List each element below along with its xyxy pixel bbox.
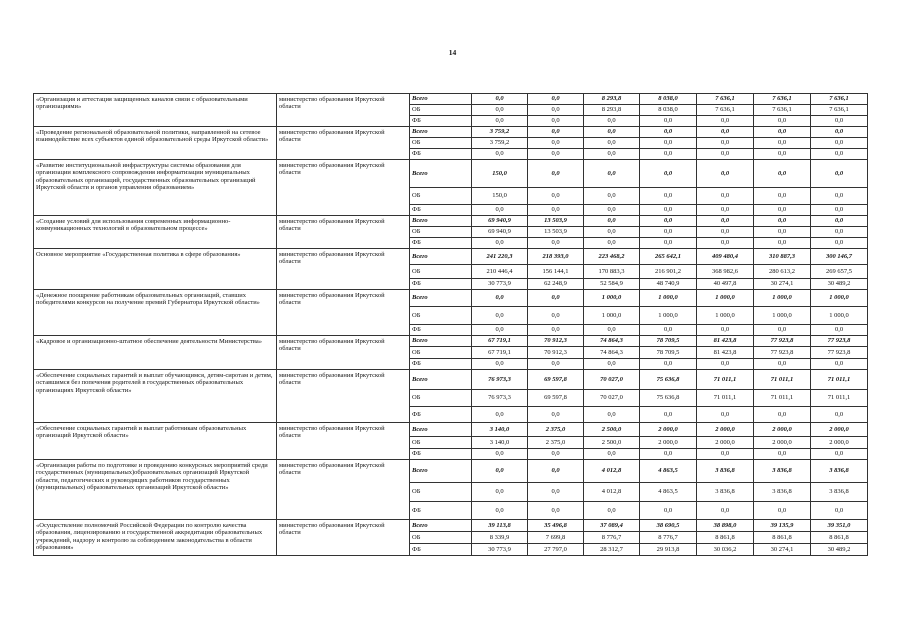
amount-cell: 1 000,0	[697, 307, 754, 325]
amount-cell: 77 923,8	[811, 336, 868, 347]
amount-cell: 2 500,0	[584, 423, 640, 437]
amount-cell: 74 864,3	[584, 347, 640, 359]
funding-source-cell: ФБ	[410, 238, 472, 249]
executor-cell: министерство образования Иркутской области	[277, 460, 410, 520]
amount-cell: 1 000,0	[754, 290, 811, 307]
amount-cell: 0,0	[584, 116, 640, 127]
funding-source-cell: Всего	[410, 336, 472, 347]
funding-source-cell: ОБ	[410, 265, 472, 279]
executor-cell: министерство образования Иркутской области	[277, 216, 410, 249]
amount-cell: 0,0	[528, 105, 584, 116]
amount-cell: 4 863,5	[640, 460, 697, 483]
amount-cell: 210 446,4	[472, 265, 528, 279]
amount-cell: 1 000,0	[811, 307, 868, 325]
funding-source-cell: ФБ	[410, 205, 472, 216]
funding-source-cell: Всего	[410, 520, 472, 532]
amount-cell: 1 000,0	[640, 307, 697, 325]
amount-cell: 3 836,8	[754, 460, 811, 483]
amount-cell: 8 293,8	[584, 105, 640, 116]
amount-cell: 7 636,1	[754, 105, 811, 116]
amount-cell: 38 898,0	[697, 520, 754, 532]
amount-cell: 1 000,0	[754, 307, 811, 325]
amount-cell: 37 089,4	[584, 520, 640, 532]
funding-source-cell: ОБ	[410, 105, 472, 116]
activity-name-cell: «Создание условий для использования современных информационно-коммуникационных технологий в образовательном процессе»	[34, 216, 277, 249]
executor-cell: министерство образования Иркутской области	[277, 370, 410, 423]
amount-cell: 0,0	[811, 407, 868, 423]
amount-cell: 0,0	[640, 407, 697, 423]
amount-cell: 13 503,9	[528, 216, 584, 227]
amount-cell: 70 912,3	[528, 336, 584, 347]
amount-cell: 3 836,8	[697, 483, 754, 502]
amount-cell: 0,0	[754, 502, 811, 520]
amount-cell: 0,0	[811, 227, 868, 238]
amount-cell: 0,0	[584, 407, 640, 423]
amount-cell: 27 797,0	[528, 544, 584, 556]
amount-cell: 69 940,9	[472, 227, 528, 238]
amount-cell: 310 887,3	[754, 249, 811, 265]
amount-cell: 0,0	[528, 138, 584, 149]
amount-cell: 0,0	[754, 116, 811, 127]
amount-cell: 3 759,2	[472, 127, 528, 138]
amount-cell: 0,0	[811, 238, 868, 249]
amount-cell: 3 140,0	[472, 437, 528, 449]
activity-name-cell: «Организация и аттестация защищенных каналов связи с образовательными организациями»	[34, 94, 277, 127]
table-row	[34, 160, 868, 188]
amount-cell: 39 135,9	[754, 520, 811, 532]
amount-cell: 38 690,5	[640, 520, 697, 532]
amount-cell: 0,0	[584, 127, 640, 138]
amount-cell: 0,0	[584, 205, 640, 216]
funding-source-cell: ФБ	[410, 544, 472, 556]
amount-cell: 2 000,0	[640, 423, 697, 437]
amount-cell: 77 923,8	[754, 336, 811, 347]
amount-cell: 52 584,9	[584, 279, 640, 290]
amount-cell: 0,0	[528, 460, 584, 483]
amount-cell: 0,0	[528, 483, 584, 502]
amount-cell: 8 861,8	[811, 532, 868, 544]
amount-cell: 3 836,8	[697, 460, 754, 483]
funding-source-cell: Всего	[410, 160, 472, 188]
amount-cell: 0,0	[754, 188, 811, 205]
amount-cell: 75 636,8	[640, 370, 697, 390]
amount-cell: 71 011,1	[697, 370, 754, 390]
table-row	[34, 290, 868, 307]
amount-cell: 7 636,1	[754, 94, 811, 105]
amount-cell: 0,0	[811, 149, 868, 160]
amount-cell: 7 636,1	[697, 105, 754, 116]
funding-source-cell: ОБ	[410, 390, 472, 407]
amount-cell: 8 861,8	[754, 532, 811, 544]
amount-cell: 0,0	[640, 116, 697, 127]
amount-cell: 0,0	[640, 160, 697, 188]
amount-cell: 75 636,8	[640, 390, 697, 407]
amount-cell: 3 836,8	[811, 483, 868, 502]
amount-cell: 0,0	[528, 290, 584, 307]
amount-cell: 81 423,8	[697, 347, 754, 359]
amount-cell: 3 140,0	[472, 423, 528, 437]
amount-cell: 39 113,8	[472, 520, 528, 532]
amount-cell: 0,0	[811, 502, 868, 520]
amount-cell: 30 274,1	[754, 279, 811, 290]
amount-cell: 40 497,8	[697, 279, 754, 290]
funding-source-cell: Всего	[410, 370, 472, 390]
activity-name-cell: «Проведение региональной образовательной политики, направленной на сетевое взаимодействие всех субъектов единой образовательной среды Иркутской области»	[34, 127, 277, 160]
activity-name-cell: «Обеспечение социальных гарантий и выплат работникам образовательных организаций Иркутской области»	[34, 423, 277, 460]
amount-cell: 8 293,8	[584, 94, 640, 105]
amount-cell: 0,0	[640, 149, 697, 160]
amount-cell: 1 000,0	[811, 290, 868, 307]
amount-cell: 0,0	[811, 216, 868, 227]
amount-cell: 0,0	[528, 407, 584, 423]
amount-cell: 0,0	[697, 127, 754, 138]
amount-cell: 0,0	[528, 238, 584, 249]
funding-source-cell: ФБ	[410, 407, 472, 423]
amount-cell: 69 597,8	[528, 370, 584, 390]
amount-cell: 0,0	[697, 116, 754, 127]
amount-cell: 69 940,9	[472, 216, 528, 227]
amount-cell: 1 000,0	[640, 290, 697, 307]
amount-cell: 69 597,8	[528, 390, 584, 407]
amount-cell: 0,0	[584, 160, 640, 188]
executor-cell: министерство образования Иркутской области	[277, 423, 410, 460]
activity-name-cell: «Обеспечение социальных гарантий и выплат обучающимся, детям-сиротам и детям, оставшимся без попечения родителей в государственных образовательных организациях Иркутской области»	[34, 370, 277, 423]
amount-cell: 35 496,8	[528, 520, 584, 532]
funding-source-cell: ФБ	[410, 279, 472, 290]
table-row	[34, 370, 868, 390]
amount-cell: 0,0	[640, 127, 697, 138]
executor-cell: министерство образования Иркутской области	[277, 249, 410, 290]
funding-source-cell: ФБ	[410, 502, 472, 520]
amount-cell: 7 636,1	[811, 94, 868, 105]
amount-cell: 0,0	[811, 205, 868, 216]
amount-cell: 30 773,9	[472, 279, 528, 290]
table-row	[34, 94, 868, 105]
amount-cell: 409 480,4	[697, 249, 754, 265]
amount-cell: 0,0	[754, 407, 811, 423]
amount-cell: 0,0	[697, 216, 754, 227]
amount-cell: 1 000,0	[584, 307, 640, 325]
amount-cell: 0,0	[697, 160, 754, 188]
amount-cell: 1 000,0	[697, 290, 754, 307]
funding-source-cell: Всего	[410, 249, 472, 265]
amount-cell: 62 248,9	[528, 279, 584, 290]
amount-cell: 0,0	[584, 227, 640, 238]
amount-cell: 81 423,8	[697, 336, 754, 347]
amount-cell: 29 913,8	[640, 544, 697, 556]
amount-cell: 0,0	[754, 205, 811, 216]
amount-cell: 71 011,1	[811, 370, 868, 390]
table-row	[34, 423, 868, 437]
amount-cell: 0,0	[697, 205, 754, 216]
amount-cell: 71 011,1	[811, 390, 868, 407]
amount-cell: 0,0	[754, 149, 811, 160]
amount-cell: 269 657,5	[811, 265, 868, 279]
amount-cell: 7 636,1	[697, 94, 754, 105]
amount-cell: 2 375,0	[528, 423, 584, 437]
funding-source-cell: ОБ	[410, 188, 472, 205]
amount-cell: 0,0	[472, 290, 528, 307]
amount-cell: 70 912,3	[528, 347, 584, 359]
amount-cell: 30 489,2	[811, 279, 868, 290]
executor-cell: министерство образования Иркутской области	[277, 127, 410, 160]
amount-cell: 0,0	[754, 227, 811, 238]
funding-source-cell: ОБ	[410, 483, 472, 502]
amount-cell: 0,0	[811, 325, 868, 336]
funding-source-cell: ОБ	[410, 307, 472, 325]
amount-cell: 4 012,8	[584, 460, 640, 483]
amount-cell: 0,0	[697, 359, 754, 370]
amount-cell: 2 500,0	[584, 437, 640, 449]
amount-cell: 70 027,0	[584, 390, 640, 407]
amount-cell: 0,0	[528, 94, 584, 105]
amount-cell: 71 011,1	[754, 390, 811, 407]
amount-cell: 0,0	[528, 325, 584, 336]
table-row	[34, 460, 868, 483]
amount-cell: 150,0	[472, 160, 528, 188]
activity-name-cell: «Денежное поощрение работникам образовательных организаций, ставших победителями конкурсов на получение премий Губернатора Иркутской области»	[34, 290, 277, 336]
funding-source-cell: ФБ	[410, 116, 472, 127]
amount-cell: 0,0	[640, 238, 697, 249]
amount-cell: 7 699,8	[528, 532, 584, 544]
amount-cell: 0,0	[528, 188, 584, 205]
amount-cell: 0,0	[584, 449, 640, 460]
amount-cell: 0,0	[472, 238, 528, 249]
activity-name-cell: «Развитие институциональной инфраструктуры системы образования для организации комплексного сопровождения информатизации муниципальных образовательных организаций, государственных образовательных организаций Иркутской области и органов управления образованием»	[34, 160, 277, 216]
executor-cell: министерство образования Иркутской области	[277, 520, 410, 556]
amount-cell: 0,0	[697, 149, 754, 160]
amount-cell: 1 000,0	[584, 290, 640, 307]
amount-cell: 13 503,9	[528, 227, 584, 238]
amount-cell: 8 776,7	[584, 532, 640, 544]
amount-cell: 30 036,2	[697, 544, 754, 556]
amount-cell: 0,0	[754, 238, 811, 249]
amount-cell: 2 375,0	[528, 437, 584, 449]
amount-cell: 0,0	[584, 188, 640, 205]
funding-source-cell: ОБ	[410, 532, 472, 544]
amount-cell: 0,0	[472, 359, 528, 370]
amount-cell: 0,0	[697, 449, 754, 460]
amount-cell: 368 982,6	[697, 265, 754, 279]
amount-cell: 0,0	[472, 149, 528, 160]
amount-cell: 0,0	[697, 502, 754, 520]
amount-cell: 0,0	[697, 407, 754, 423]
funding-source-cell: ОБ	[410, 437, 472, 449]
amount-cell: 0,0	[640, 502, 697, 520]
amount-cell: 300 146,7	[811, 249, 868, 265]
amount-cell: 0,0	[472, 460, 528, 483]
funding-source-cell: Всего	[410, 216, 472, 227]
amount-cell: 8 776,7	[640, 532, 697, 544]
amount-cell: 3 836,8	[811, 460, 868, 483]
amount-cell: 0,0	[697, 138, 754, 149]
amount-cell: 0,0	[754, 138, 811, 149]
amount-cell: 77 923,8	[811, 347, 868, 359]
amount-cell: 0,0	[697, 188, 754, 205]
amount-cell: 71 011,1	[697, 390, 754, 407]
amount-cell: 30 773,9	[472, 544, 528, 556]
amount-cell: 0,0	[640, 227, 697, 238]
amount-cell: 0,0	[754, 216, 811, 227]
amount-cell: 216 901,2	[640, 265, 697, 279]
funding-source-cell: ФБ	[410, 359, 472, 370]
budget-table	[33, 93, 868, 556]
activity-name-cell: «Кадровое и организационно-штатное обеспечение деятельности Министерства»	[34, 336, 277, 370]
amount-cell: 150,0	[472, 188, 528, 205]
amount-cell: 8 861,8	[697, 532, 754, 544]
amount-cell: 2 000,0	[697, 423, 754, 437]
amount-cell: 77 923,8	[754, 347, 811, 359]
table-row	[34, 249, 868, 265]
amount-cell: 0,0	[811, 116, 868, 127]
amount-cell: 0,0	[697, 238, 754, 249]
executor-cell: министерство образования Иркутской области	[277, 290, 410, 336]
table-row	[34, 336, 868, 347]
amount-cell: 8 038,0	[640, 105, 697, 116]
amount-cell: 76 973,3	[472, 370, 528, 390]
table-row	[34, 520, 868, 532]
amount-cell: 0,0	[584, 149, 640, 160]
executor-cell: министерство образования Иркутской области	[277, 336, 410, 370]
amount-cell: 0,0	[754, 359, 811, 370]
amount-cell: 0,0	[472, 307, 528, 325]
amount-cell: 30 274,1	[754, 544, 811, 556]
amount-cell: 241 220,3	[472, 249, 528, 265]
amount-cell: 39 351,0	[811, 520, 868, 532]
page-number: 14	[448, 48, 457, 57]
amount-cell: 0,0	[472, 205, 528, 216]
amount-cell: 0,0	[754, 449, 811, 460]
amount-cell: 0,0	[584, 502, 640, 520]
amount-cell: 0,0	[528, 359, 584, 370]
amount-cell: 0,0	[584, 138, 640, 149]
amount-cell: 156 144,1	[528, 265, 584, 279]
activity-name-cell: «Осуществление полномочий Российской Федерации по контролю качества образования, лицензированию и государственной аккредитации образовательных учреждений, надзору и контролю за соблюдением законодательства в области образования»	[34, 520, 277, 556]
funding-source-cell: ОБ	[410, 138, 472, 149]
amount-cell: 0,0	[528, 127, 584, 138]
amount-cell: 8 339,9	[472, 532, 528, 544]
amount-cell: 0,0	[697, 325, 754, 336]
amount-cell: 3 836,8	[754, 483, 811, 502]
amount-cell: 67 719,1	[472, 347, 528, 359]
amount-cell: 0,0	[640, 205, 697, 216]
amount-cell: 0,0	[697, 227, 754, 238]
amount-cell: 0,0	[528, 205, 584, 216]
amount-cell: 4 012,8	[584, 483, 640, 502]
amount-cell: 2 000,0	[811, 437, 868, 449]
amount-cell: 0,0	[640, 359, 697, 370]
table-row	[34, 216, 868, 227]
amount-cell: 0,0	[472, 483, 528, 502]
amount-cell: 0,0	[640, 449, 697, 460]
amount-cell: 0,0	[472, 94, 528, 105]
amount-cell: 0,0	[640, 216, 697, 227]
amount-cell: 0,0	[640, 188, 697, 205]
amount-cell: 4 863,5	[640, 483, 697, 502]
amount-cell: 8 038,0	[640, 94, 697, 105]
amount-cell: 70 027,0	[584, 370, 640, 390]
amount-cell: 0,0	[472, 502, 528, 520]
amount-cell: 0,0	[528, 160, 584, 188]
amount-cell: 2 000,0	[811, 423, 868, 437]
amount-cell: 2 000,0	[754, 423, 811, 437]
amount-cell: 0,0	[472, 449, 528, 460]
amount-cell: 0,0	[472, 407, 528, 423]
executor-cell: министерство образования Иркутской области	[277, 160, 410, 216]
amount-cell: 2 000,0	[754, 437, 811, 449]
amount-cell: 0,0	[528, 149, 584, 160]
amount-cell: 0,0	[584, 216, 640, 227]
amount-cell: 67 719,1	[472, 336, 528, 347]
amount-cell: 218 393,0	[528, 249, 584, 265]
funding-source-cell: Всего	[410, 127, 472, 138]
amount-cell: 7 636,1	[811, 105, 868, 116]
amount-cell: 0,0	[528, 307, 584, 325]
activity-name-cell: Основное мероприятие «Государственная политика в сфере образования»	[34, 249, 277, 290]
amount-cell: 170 883,3	[584, 265, 640, 279]
amount-cell: 0,0	[528, 116, 584, 127]
amount-cell: 0,0	[811, 160, 868, 188]
funding-source-cell: ОБ	[410, 347, 472, 359]
amount-cell: 30 489,2	[811, 544, 868, 556]
amount-cell: 71 011,1	[754, 370, 811, 390]
amount-cell: 0,0	[528, 502, 584, 520]
amount-cell: 0,0	[811, 359, 868, 370]
table-row	[34, 127, 868, 138]
funding-source-cell: Всего	[410, 290, 472, 307]
activity-name-cell: «Организация работы по подготовке и проведению конкурсных мероприятий среди государственных (муниципальных)образовательных организаций Иркутской области, педагогических и руководящих работников государственных (муниципальных) образовательных организаций Иркутской области»	[34, 460, 277, 520]
amount-cell: 0,0	[640, 325, 697, 336]
funding-source-cell: Всего	[410, 423, 472, 437]
funding-source-cell: Всего	[410, 94, 472, 105]
amount-cell: 0,0	[640, 138, 697, 149]
amount-cell: 0,0	[584, 359, 640, 370]
amount-cell: 76 973,3	[472, 390, 528, 407]
funding-source-cell: ФБ	[410, 325, 472, 336]
amount-cell: 0,0	[811, 127, 868, 138]
amount-cell: 78 709,5	[640, 347, 697, 359]
amount-cell: 0,0	[811, 188, 868, 205]
amount-cell: 0,0	[584, 325, 640, 336]
amount-cell: 2 000,0	[697, 437, 754, 449]
amount-cell: 3 759,2	[472, 138, 528, 149]
amount-cell: 280 613,2	[754, 265, 811, 279]
amount-cell: 2 000,0	[640, 437, 697, 449]
amount-cell: 48 740,9	[640, 279, 697, 290]
amount-cell: 0,0	[528, 449, 584, 460]
funding-source-cell: ОБ	[410, 227, 472, 238]
amount-cell: 78 709,5	[640, 336, 697, 347]
amount-cell: 0,0	[754, 160, 811, 188]
amount-cell: 28 312,7	[584, 544, 640, 556]
amount-cell: 0,0	[754, 325, 811, 336]
amount-cell: 0,0	[472, 325, 528, 336]
amount-cell: 0,0	[472, 116, 528, 127]
amount-cell: 265 642,1	[640, 249, 697, 265]
funding-source-cell: ФБ	[410, 449, 472, 460]
amount-cell: 0,0	[811, 449, 868, 460]
funding-source-cell: Всего	[410, 460, 472, 483]
amount-cell: 0,0	[584, 238, 640, 249]
amount-cell: 223 468,2	[584, 249, 640, 265]
funding-source-cell: ФБ	[410, 149, 472, 160]
amount-cell: 74 864,3	[584, 336, 640, 347]
executor-cell: министерство образования Иркутской области	[277, 94, 410, 127]
amount-cell: 0,0	[754, 127, 811, 138]
amount-cell: 0,0	[472, 105, 528, 116]
amount-cell: 0,0	[811, 138, 868, 149]
